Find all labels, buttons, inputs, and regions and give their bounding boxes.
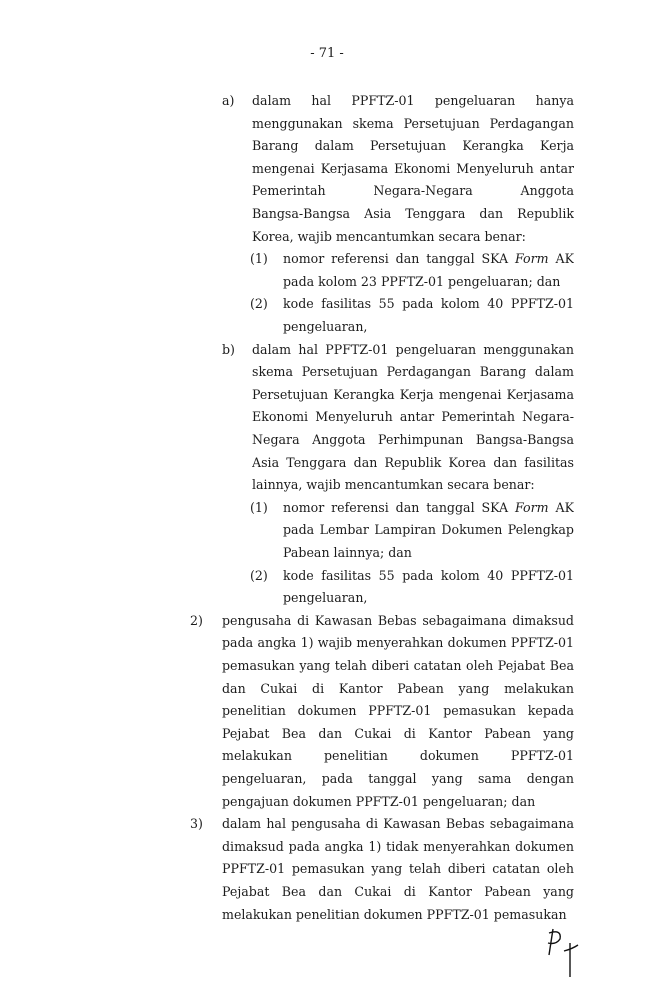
text-line: melakukan penelitian dokumen PPFTZ-01 pemasukan (222, 906, 567, 922)
text-line: skema Persetujuan Perdagangan Barang dalam (252, 364, 574, 380)
italic-term: Form (515, 251, 549, 267)
text-line: pengeluaran, (283, 319, 368, 334)
text-line: kode fasilitas 55 pada kolom 40 PPFTZ-01 (283, 296, 574, 312)
text-line: melakukan penelitian dokumen PPFTZ-01 (222, 748, 574, 764)
text-line: kode fasilitas 55 pada kolom 40 PPFTZ-01 (283, 567, 574, 583)
item-label: a) (222, 93, 235, 108)
signature-initials (540, 925, 590, 985)
text-line: dalam hal PPFTZ-01 pengeluaran menggunakan (252, 341, 574, 357)
text-line: pada Lembar Lampiran Dokumen Pelengkap (283, 522, 574, 538)
text-line: Pemerintah Negara-Negara Anggota (252, 183, 574, 199)
text-line: PPFTZ-01 pemasukan yang telah diberi catatan oleh (222, 861, 574, 877)
text-line: penelitian dokumen PPFTZ-01 pemasukan kepada (222, 703, 574, 719)
text-line: Pejabat Bea dan Cukai di Kantor Pabean yang (222, 725, 574, 741)
text-line: mengenai Kerjasama Ekonomi Menyeluruh antar (252, 160, 574, 176)
text-line: Pabean lainnya; dan (283, 545, 412, 560)
text-line: nomor referensi dan tanggal SKA Form AK (283, 499, 574, 515)
text-line: Korea, wajib mencantumkan secara benar: (252, 228, 526, 244)
text-line: dalam hal pengusaha di Kawasan Bebas sebagaimana (222, 816, 574, 832)
text-line: menggunakan skema Persetujuan Perdagangan (252, 115, 574, 131)
text-line: pengeluaran, pada tanggal yang sama dengan (222, 771, 574, 786)
text-line: pengajuan dokumen PPFTZ-01 pengeluaran; dan (222, 793, 536, 809)
text-line: Ekonomi Menyeluruh antar Pemerintah Negara- (252, 409, 574, 425)
item-label: 2) (190, 612, 203, 628)
text-line: dalam hal PPFTZ-01 pengeluaran hanya (252, 93, 574, 108)
text-line: Persetujuan Kerangka Kerja mengenai Kerjasama (252, 386, 574, 402)
item-label: (2) (250, 567, 268, 583)
text-line: pengusaha di Kawasan Bebas sebagaimana dimaksud (222, 612, 574, 628)
text-line: dan Cukai di Kantor Pabean yang melakukan (222, 680, 574, 696)
text-line: Negara Anggota Perhimpunan Bangsa-Bangsa (252, 432, 574, 447)
text-line: Pejabat Bea dan Cukai di Kantor Pabean yang (222, 884, 574, 899)
text-line: dimaksud pada angka 1) tidak menyerahkan dokumen (222, 838, 574, 854)
item-label: b) (222, 341, 235, 357)
text-line: pengeluaran, (283, 590, 368, 606)
page-number: - 71 - (310, 46, 344, 61)
text-line: Bangsa-Bangsa Asia Tenggara dan Republik (252, 206, 574, 221)
item-label: (1) (250, 251, 268, 267)
text-line: nomor referensi dan tanggal SKA Form AK (283, 251, 574, 267)
text-line: pemasukan yang telah diberi catatan oleh Pejabat Bea (222, 658, 574, 673)
item-label: (2) (250, 296, 268, 312)
italic-term: Form (515, 499, 549, 515)
item-label: 3) (190, 816, 203, 832)
text-line: Barang dalam Persetujuan Kerangka Kerja (252, 138, 574, 154)
item-label: (1) (250, 499, 268, 515)
text-line: pada angka 1) wajib menyerahkan dokumen PPFTZ-01 (222, 635, 574, 651)
text-line: Asia Tenggara dan Republik Korea dan fasilitas (252, 454, 574, 470)
text-line: lainnya, wajib mencantumkan secara benar: (252, 477, 535, 493)
text-line: pada kolom 23 PPFTZ-01 pengeluaran; dan (283, 273, 561, 289)
